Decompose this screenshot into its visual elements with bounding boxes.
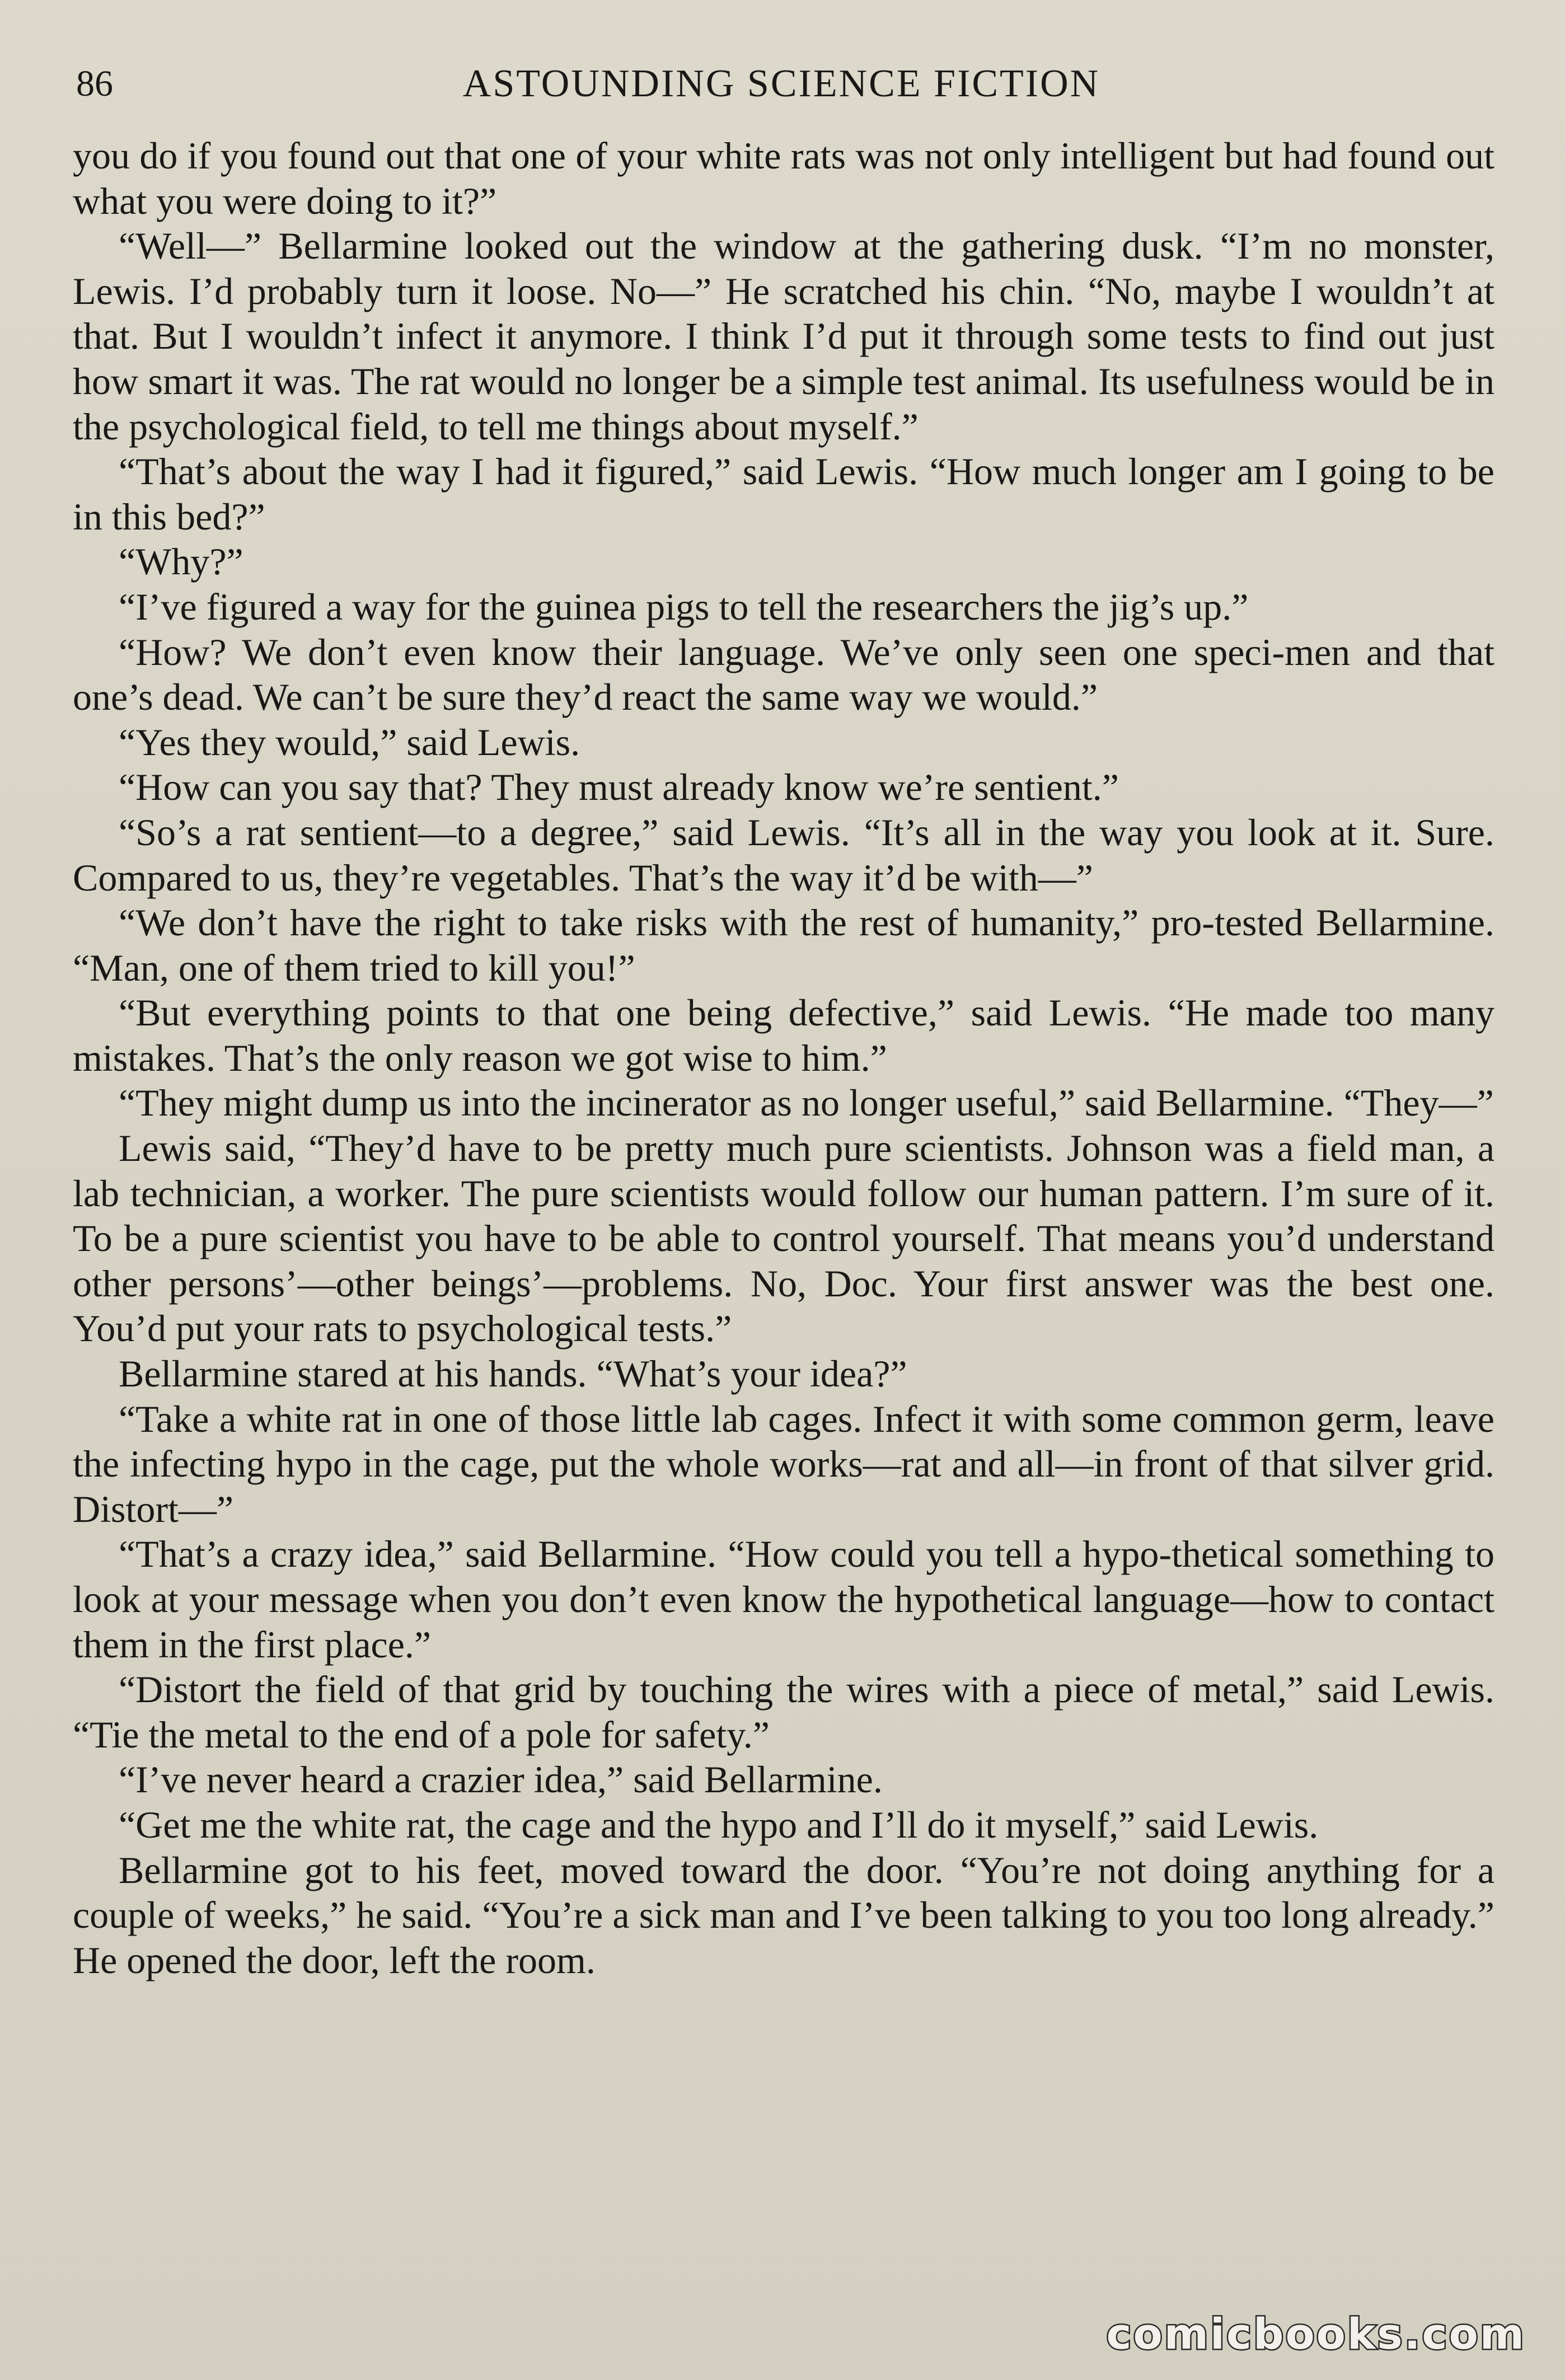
paragraph: Lewis said, “They’d have to be pretty much pure scientists. Johnson was a field man, a lab technician, a worker. The pure scientists would follow our human pattern. I’m sure of it. To be a pure scientist you have to be able to control yourself. That means you’d understand other persons’—other beings’—problems. No, Doc. Your first answer was the best one. You’d put your rats to psychological tests.” xyxy=(73,1127,1494,1350)
watermark: comicbooks.com xyxy=(1106,2309,1526,2359)
paragraph: “They might dump us into the incinerator as no longer useful,” said Bellarmine. “They—” xyxy=(119,1081,1494,1125)
paragraph: “But everything points to that one being defective,” said Lewis. “He made too many mistakes. That’s the only reason we got wise to him.” xyxy=(73,991,1494,1079)
paragraph: “Well—” Bellarmine looked out the window at the gathering dusk. “I’m no monster, Lewis. I’d probably turn it loose. No—” He scratched his chin. “No, maybe I wouldn’t at that. But I wouldn’t infect it anymore. I think I’d put it through some tests to find out just how smart it was. The rat would no longer be a simple test animal. Its usefulness would be in the psychological field, to tell me things about myself.” xyxy=(73,224,1494,448)
paragraph: “So’s a rat sentient—to a degree,” said Lewis. “It’s all in the way you look at it. Sure. Compared to us, they’re vegetables. That’s the way it’d be with—” xyxy=(73,810,1494,899)
paragraph: “Why?” xyxy=(119,540,243,583)
paragraph: “How can you say that? They must already know we’re sentient.” xyxy=(119,766,1119,809)
story-text xyxy=(73,133,1494,1983)
paragraph: “Take a white rat in one of those little lab cages. Infect it with some common germ, leave the infecting hypo in the cage, put the whole works—rat and all—in front of that silver grid. Distort—” xyxy=(73,1397,1494,1530)
paragraph: “I’ve figured a way for the guinea pigs to tell the researchers the jig’s up.” xyxy=(119,585,1249,628)
page-number: 86 xyxy=(76,63,113,104)
paragraph: you do if you found out that one of your white rats was not only intelligent but had found out what you were doing to it?” xyxy=(73,134,1494,222)
paragraph: “Distort the field of that grid by touching the wires with a piece of metal,” said Lewis. “Tie the metal to the end of a pole for safety.” xyxy=(73,1668,1494,1756)
paragraph: “Get me the white rat, the cage and the hypo and I’ll do it myself,” said Lewis. xyxy=(119,1803,1319,1846)
paragraph: “I’ve never heard a crazier idea,” said Bellarmine. xyxy=(119,1758,883,1801)
running-title: ASTOUNDING SCIENCE FICTION xyxy=(462,62,1100,105)
paragraph: “We don’t have the right to take risks with the rest of humanity,” pro-tested Bellarmine. “Man, one of them tried to kill you!” xyxy=(73,901,1494,989)
paragraph: Bellarmine got to his feet, moved toward the door. “You’re not doing anything for a couple of weeks,” he said. “You’re a sick man and I’ve been talking to you too long already.” He opened the door, left the room. xyxy=(73,1848,1494,1981)
paragraph: Bellarmine stared at his hands. “What’s your idea?” xyxy=(119,1352,907,1395)
paragraph: “That’s a crazy idea,” said Bellarmine. “How could you tell a hypo-thetical something to look at your message when you don’t even know the hypothetical language—how to contact them in the first place.” xyxy=(73,1533,1494,1666)
page-header xyxy=(76,56,1487,112)
paragraph: “Yes they would,” said Lewis. xyxy=(119,720,580,763)
paragraph: “That’s about the way I had it figured,” said Lewis. “How much longer am I going to be in this bed?” xyxy=(73,450,1494,538)
paragraph: “How? We don’t even know their language. We’ve only seen one speci-men and that one’s dead. We can’t be sure they’d react the same way we would.” xyxy=(73,630,1494,719)
